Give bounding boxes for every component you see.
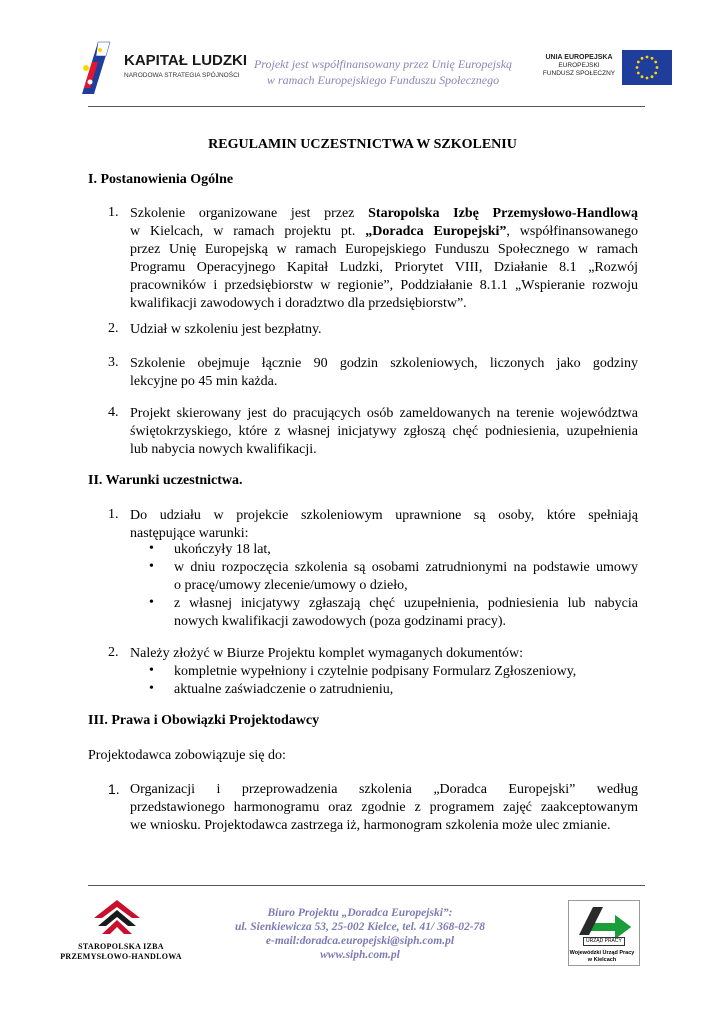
section-1-heading: I. Postanowienia Ogólne — [88, 172, 234, 187]
office-website-link[interactable]: www.siph.com.pl — [320, 949, 400, 961]
text-span: Szkolenie organizowane jest przez — [130, 206, 369, 221]
item-number: 4. — [108, 405, 119, 420]
section-1-item-2: Udział w szkoleniu jest bezpłatny. — [130, 322, 322, 337]
office-title: Biuro Projektu „Doradca Europejski”: — [267, 907, 453, 919]
text-line: świętokrzyskiego, które z własnej inicjatywy zgłoszą chęć podniesienia, uzupełnienia — [130, 424, 638, 439]
section-2-heading: II. Warunki uczestnictwa. — [88, 473, 243, 488]
document-form: kompletnie wypełniony i czytelnie podpisany Formularz Zgłoszeniowy, — [174, 664, 577, 679]
section-2-item-1 — [130, 507, 638, 543]
eu-fund-label — [540, 54, 618, 78]
kapital-ludzki-emblem-icon — [80, 38, 124, 94]
project-name: „Doradca Europejski” — [365, 224, 507, 239]
text-line: o pracę/umowy zlecenie/umowy o dzieło, — [174, 578, 408, 593]
text-line: kwalifikacji zawodowych i doradztwo dla przedsiębiorstw”. — [130, 296, 467, 311]
wup-line-2: w Kielcach — [587, 957, 617, 963]
text-span: , współfinansowanego — [506, 224, 638, 239]
text-line: przedstawionego harmonogramu oraz zgodnie z programem zajęć zaakceptowanym — [130, 800, 638, 815]
kapital-ludzki-subtitle: NARODOWA STRATEGIA SPÓJNOŚCI — [124, 72, 240, 79]
header-divider — [88, 106, 645, 107]
organizer-name: Staropolska Izbę Przemysłowo-Handlową — [368, 206, 638, 221]
text-line: w dniu rozpoczęcia szkolenia są osobami zatrudnionymi na podstawie umowy — [174, 560, 638, 575]
eu-label-line-3: FUNDUSZ SPOŁECZNY — [542, 70, 616, 77]
wup-line-1: Wojewódzki Urząd Pracy — [569, 950, 635, 956]
item-number: 2. — [108, 321, 119, 336]
text-line: lub nabycia nowych kwalifikacji. — [130, 442, 317, 457]
section-3-item-1 — [130, 781, 638, 835]
project-office-info — [210, 906, 510, 962]
text-line: nowych kwalifikacji zawodowych (poza godzinami pracy). — [174, 614, 506, 629]
office-email-link[interactable]: e-mail:doradca.europejski@siph.com.pl — [265, 935, 455, 947]
eu-label-line-1: UNIA EUROPEJSKA — [545, 54, 613, 61]
wup-badge: URZĄD PRACY — [583, 937, 625, 946]
siph-line-2: PRZEMYSŁOWO-HANDLOWA — [60, 952, 182, 961]
text-line: Szkolenie obejmuje łącznie 90 godzin szkoleniowych, liczonych jako godziny — [130, 356, 638, 371]
item-number: 1. — [108, 507, 119, 522]
text-line: Do udziału w projekcie szkoleniowym uprawnione są osoby, które spełniają — [130, 508, 638, 523]
text-line: z własnej inicjatywy zgłaszają chęć uzupełnienia, podniesienia lub nabycia — [174, 596, 638, 611]
document-title: REGULAMIN UCZESTNICTWA W SZKOLENIU — [208, 137, 517, 152]
text-line: następujące warunki: — [130, 526, 249, 541]
item-number: 2. — [108, 645, 119, 660]
section-3-intro: Projektodawca zobowiązuje się do: — [88, 748, 286, 763]
eu-flag-icon — [622, 50, 672, 85]
section-3-heading: III. Prawa i Obowiązki Projektodawcy — [88, 713, 320, 728]
text-line: pracowników i przedsiębiorstw w regionie”, Poddziałanie 8.1.1 „Wspieranie rozwoju — [130, 278, 638, 293]
siph-logo-text — [56, 942, 186, 962]
kapital-ludzki-logo — [80, 38, 248, 94]
bullet-icon: • — [149, 595, 154, 610]
bullet-icon: • — [149, 663, 154, 678]
tagline-line-2: w ramach Europejskiego Funduszu Społecznego — [266, 73, 500, 87]
footer-divider — [88, 885, 645, 886]
cofinancing-tagline — [238, 56, 528, 88]
section-1-item-3 — [130, 355, 638, 391]
eu-label-line-2: EUROPEJSKI — [558, 62, 600, 69]
item-number: 3. — [108, 355, 119, 370]
siph-logo-icon — [92, 898, 142, 938]
text-line: Organizacji i przeprowadzenia szkolenia „Doradca Europejski” według — [130, 782, 638, 797]
bullet-icon: • — [149, 681, 154, 696]
document-certificate: aktualne zaświadczenie o zatrudnieniu, — [174, 682, 394, 697]
kapital-ludzki-title: KAPITAŁ LUDZKI — [124, 52, 248, 69]
office-address: ul. Sienkiewicza 53, 25-002 Kielce, tel. 41/ 368-02-78 — [234, 921, 486, 933]
section-1-item-1 — [130, 205, 638, 313]
condition-initiative — [174, 595, 638, 631]
bullet-icon: • — [149, 541, 154, 556]
tagline-line-1: Projekt jest współfinansowany przez Unię Europejską — [253, 57, 513, 71]
text-line: przez Unię Europejską w ramach Europejskiego Funduszu Społecznego w ramach — [130, 242, 638, 257]
item-number: 1. — [108, 781, 120, 797]
text-line: we wniosku. Projektodawca zastrzega iż, harmonogram szkolenia może ulec zmianie. — [130, 818, 611, 833]
condition-age: ukończyły 18 lat, — [174, 542, 271, 557]
text-line: lekcyjne po 45 min każda. — [130, 374, 278, 389]
text-line — [130, 205, 638, 223]
text-line — [130, 223, 638, 241]
section-2-item-2: Należy złożyć w Biurze Projektu komplet wymaganych dokumentów: — [130, 646, 524, 661]
text-span: w Kielcach, w ramach projektu pt. — [130, 224, 366, 239]
bullet-icon: • — [149, 559, 154, 574]
siph-line-1: STAROPOLSKA IZBA — [78, 942, 164, 951]
condition-employment — [174, 559, 638, 595]
wup-text — [566, 950, 638, 964]
section-1-item-4 — [130, 405, 638, 459]
text-line: Programu Operacyjnego Kapitał Ludzki, Priorytet VIII, Działanie 8.1 „Rozwój — [130, 260, 638, 275]
item-number: 1. — [108, 205, 119, 220]
text-line: Projekt skierowany jest do pracujących osób zameldowanych na terenie województwa — [130, 406, 638, 421]
